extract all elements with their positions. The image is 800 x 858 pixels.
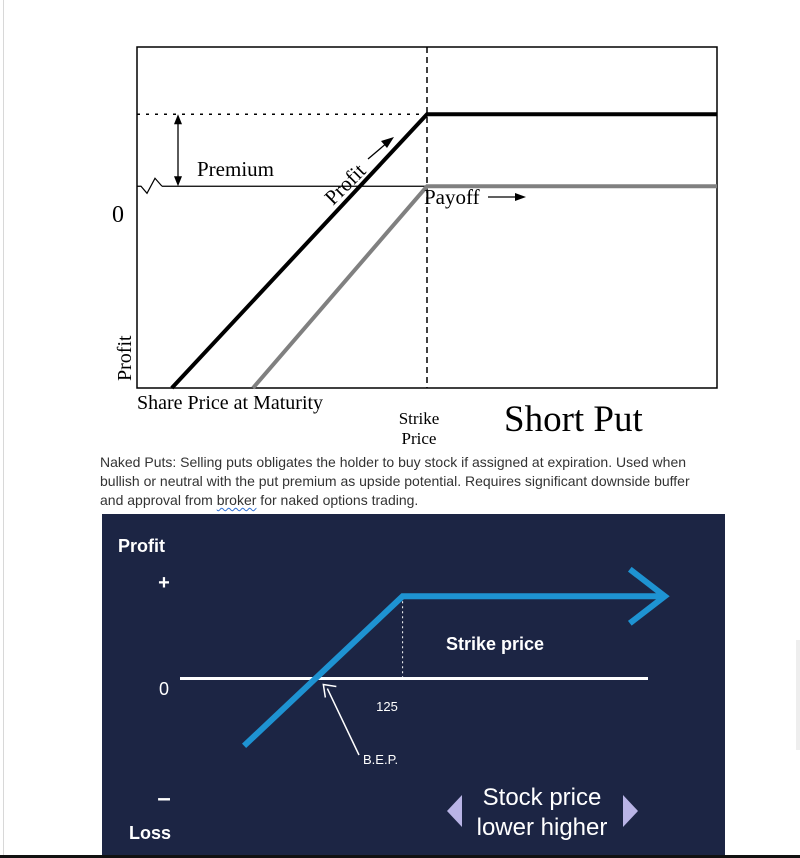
caption-line-2: bullish or neutral with the put premium as upside potential. Requires significant downside buffer [100, 473, 690, 489]
axis-break-squiggle [137, 178, 162, 193]
strike-price-label: Strike price [446, 634, 545, 654]
y-tick-zero: 0 [112, 202, 124, 228]
premium-arrow-down-head [174, 176, 182, 186]
y-tick-zero: 0 [158, 679, 170, 699]
chart-title: Short Put [504, 399, 643, 440]
break-even-label: B.E.P. [363, 752, 399, 767]
strike-label-line2: Price [401, 429, 437, 448]
bep-pointer-head [323, 685, 336, 698]
strike-value-tick: 125 [376, 699, 398, 714]
premium-arrow-up-head [174, 114, 182, 124]
left-arrow-icon [447, 795, 462, 827]
profit-loss-chart [102, 514, 725, 858]
profit-loss-infographic [102, 514, 725, 858]
caption-text [100, 453, 730, 510]
y-axis-label: Profit [114, 335, 136, 381]
payoff-arrow-head [515, 193, 526, 201]
y-tick-plus: + [158, 572, 170, 594]
strike-label-line1: Strike [398, 409, 440, 428]
caption-line-3-start: and approval from [100, 492, 217, 508]
spellcheck-word-broker[interactable]: broker [216, 492, 257, 508]
profit-label: Profit [118, 536, 165, 556]
profit-series-line [172, 114, 717, 388]
x-axis-label: Share Price at Maturity [137, 392, 324, 414]
caption-line-3-end: for naked options trading. [256, 492, 419, 508]
right-arrow-icon [623, 795, 638, 827]
loss-label: Loss [129, 823, 172, 843]
profit-line-label: Profit [319, 158, 371, 210]
caption-line-1: Naked Puts: Selling puts obligates the holder to buy stock if assigned at expiration. Used when [100, 454, 687, 470]
premium-label: Premium [197, 157, 274, 181]
y-tick-minus: – [157, 785, 171, 812]
profit-series-line [244, 596, 665, 746]
stock-price-label: Stock price [482, 784, 602, 811]
payoff-label: Payoff [424, 185, 480, 209]
bep-pointer-line [327, 689, 359, 755]
payoff-series-line [253, 186, 717, 388]
lower-higher-label: lower higher [476, 814, 608, 841]
page-right-shadow [796, 640, 800, 750]
